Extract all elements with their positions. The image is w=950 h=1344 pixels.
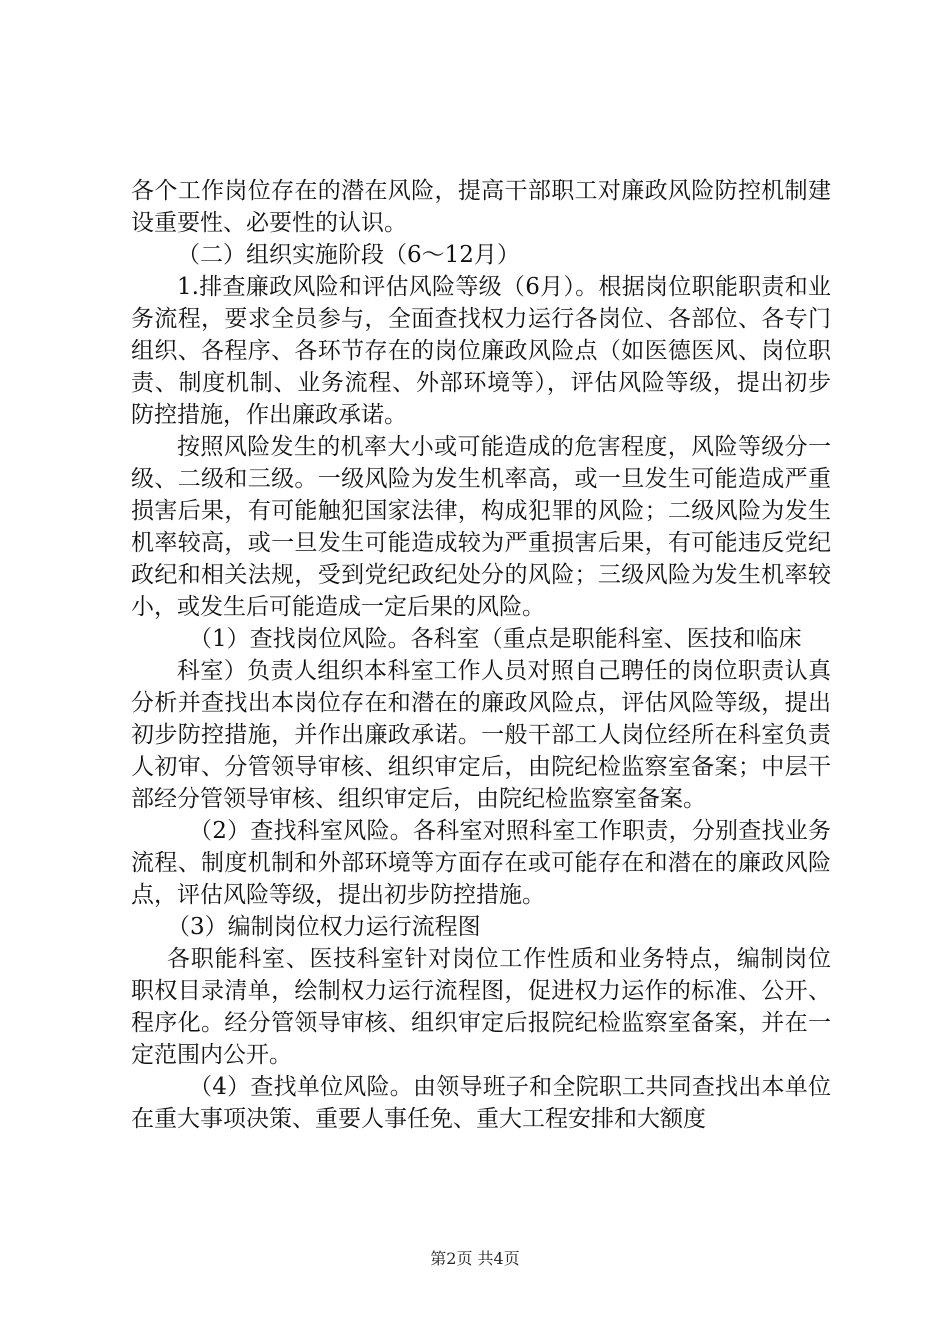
section-heading-implementation-stage: （二）组织实施阶段（6～12月） <box>177 242 520 268</box>
paragraph-post-risk-body: 科室）负责人组织本科室工作人员对照自己聘任的岗位职责认真分析并查找出本岗位存在和潜在的廉政风险点，评估风险等级，提出初步防控措施，并作出廉政承诺。一般干部工人岗位经所在科室负责人初审、分管领导审核、组织审定后，由院纪检监察室备案；中层干部经分管领导审核、组织审定后，由院纪检监察室备案。 <box>131 658 831 812</box>
paragraph-post-risk-heading: （1）查找岗位风险。各科室（重点是职能科室、医技和临床 <box>189 626 802 652</box>
paragraph-risk-assessment: 1.排查廉政风险和评估风险等级（6月）。根据岗位职能职责和业务流程，要求全员参与，全面查找权力运行各岗位、各部位、各专门组织、各程序、各环节存在的岗位廉政风险点（如医德医风、岗位职责、制度机制、业务流程、外部环境等），评估风险等级，提出初步防控措施，作出廉政承诺。 <box>131 274 831 428</box>
document-body <box>131 175 831 1135</box>
paragraph-unit-risk: （4）查找单位风险。由领导班子和全院职工共同查找出本单位在重大事项决策、重要人事任免、重大工程安排和大额度 <box>131 1074 831 1132</box>
paragraph-department-risk: （2）查找科室风险。各科室对照科室工作职责，分别查找业务流程、制度机制和外部环境等方面存在或可能存在和潜在的廉政风险点，评估风险等级，提出初步防控措施。 <box>131 818 831 908</box>
paragraph-risk-levels: 按照风险发生的机率大小或可能造成的危害程度，风险等级分一级、二级和三级。一级风险为发生机率高，或一旦发生可能造成严重损害后果，有可能触犯国家法律，构成犯罪的风险；二级风险为发生机率较高，或一旦发生可能造成较为严重损害后果，有可能违反党纪政纪和相关法规，受到党纪政纪处分的风险；三级风险为发生机率较小，或发生后可能造成一定后果的风险。 <box>131 434 831 620</box>
page-number-footer: 第2页 共4页 <box>430 1249 520 1268</box>
paragraph-flowchart-body: 各职能科室、医技科室针对岗位工作性质和业务特点，编制岗位职权目录清单，绘制权力运行流程图，促进权力运作的标准、公开、程序化。经分管领导审核、组织审定后报院纪检监察室备案，并在一定范围内公开。 <box>131 946 831 1068</box>
paragraph-risk-awareness: 各个工作岗位存在的潜在风险，提高干部职工对廉政风险防控机制建设重要性、必要性的认识。 <box>131 178 831 236</box>
paragraph-flowchart-heading: （3）编制岗位权力运行流程图 <box>167 914 481 940</box>
